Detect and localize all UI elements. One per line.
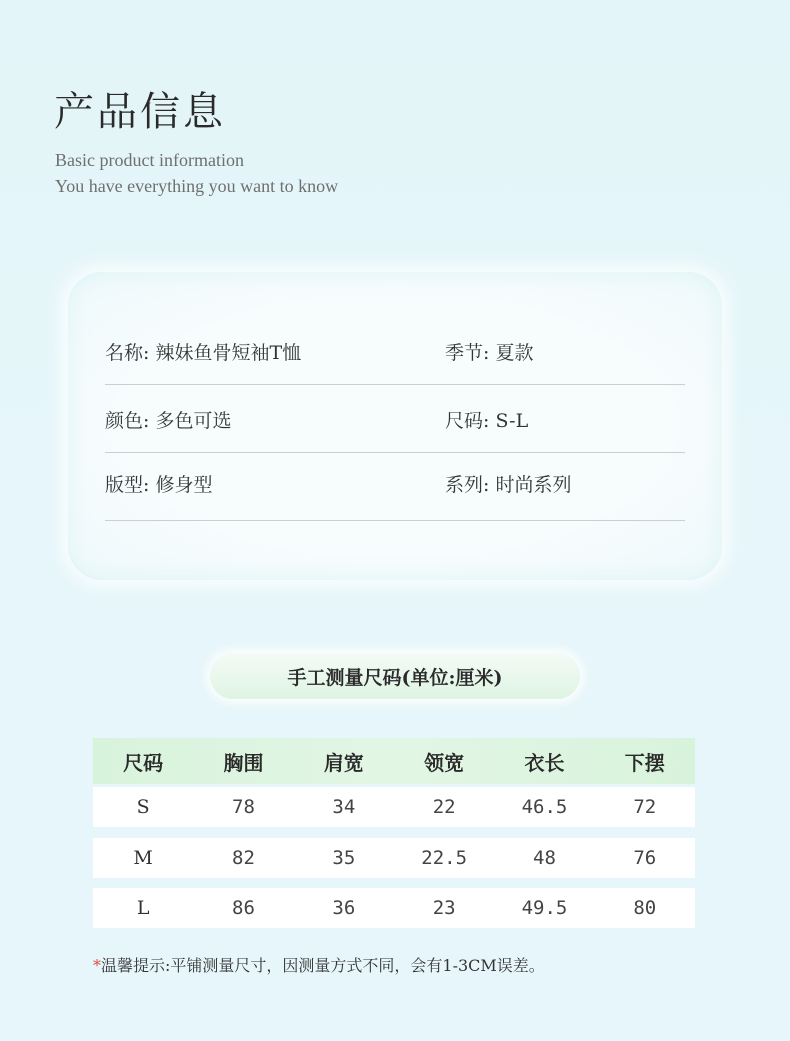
size-chart-title: 手工测量尺码(单位:厘米) bbox=[210, 653, 580, 699]
table-cell: 72 bbox=[633, 796, 657, 818]
subtitle-line-2: You have everything you want to know bbox=[55, 176, 339, 196]
table-cell: 22.5 bbox=[421, 847, 468, 869]
table-row bbox=[93, 838, 695, 878]
measurement-tip bbox=[93, 955, 545, 977]
subtitle-line-1: Basic product information bbox=[55, 150, 244, 170]
table-cell: 80 bbox=[633, 897, 657, 919]
tip-text: 温馨提示:平铺测量尺寸，因测量方式不同，会有1-3CM误差。 bbox=[101, 956, 545, 975]
table-row bbox=[93, 888, 695, 928]
table-cell: 36 bbox=[332, 897, 356, 919]
column-header: 领宽 bbox=[424, 750, 465, 775]
info-label: 系列: bbox=[445, 474, 490, 496]
table-cell: S bbox=[136, 796, 150, 818]
info-label: 名称: bbox=[105, 342, 150, 364]
table-cell: 49.5 bbox=[521, 897, 568, 919]
column-header: 肩宽 bbox=[323, 750, 364, 775]
info-label: 季节: bbox=[445, 342, 490, 364]
size-table-header bbox=[93, 738, 695, 784]
info-label: 版型: bbox=[105, 474, 150, 496]
info-divider bbox=[105, 520, 685, 521]
table-cell: 78 bbox=[232, 796, 255, 818]
info-label: 颜色: bbox=[105, 410, 150, 432]
table-cell: 48 bbox=[533, 847, 556, 869]
table-cell: 22 bbox=[432, 796, 456, 818]
table-cell: 34 bbox=[332, 796, 356, 818]
table-cell: L bbox=[136, 897, 150, 919]
info-label: 尺码: bbox=[445, 410, 490, 432]
table-cell: M bbox=[133, 847, 153, 869]
page-title: 产品信息 bbox=[54, 89, 226, 135]
table-cell: 76 bbox=[633, 847, 657, 869]
info-season bbox=[445, 340, 533, 366]
info-color bbox=[105, 408, 231, 434]
info-divider bbox=[105, 384, 685, 385]
column-header: 衣长 bbox=[524, 750, 565, 775]
table-cell: 86 bbox=[232, 897, 255, 919]
info-value: 修身型 bbox=[155, 474, 213, 496]
column-header: 胸围 bbox=[223, 750, 264, 775]
info-fit bbox=[105, 472, 212, 498]
info-value: 辣妹鱼骨短袖T恤 bbox=[155, 342, 302, 364]
info-value: 多色可选 bbox=[155, 410, 232, 432]
info-value: 夏款 bbox=[495, 342, 534, 364]
table-cell: 35 bbox=[332, 847, 356, 869]
column-header: 尺码 bbox=[123, 750, 164, 775]
info-value: S-L bbox=[495, 410, 529, 432]
info-value: 时尚系列 bbox=[495, 474, 572, 496]
info-series bbox=[445, 472, 571, 498]
column-header: 下摆 bbox=[624, 750, 665, 775]
info-size bbox=[445, 408, 528, 434]
table-cell: 46.5 bbox=[521, 796, 568, 818]
table-row bbox=[93, 787, 695, 827]
info-name bbox=[105, 340, 301, 366]
tip-star: * bbox=[93, 956, 101, 975]
info-divider bbox=[105, 452, 685, 453]
table-cell: 23 bbox=[432, 897, 456, 919]
table-cell: 82 bbox=[232, 847, 255, 869]
